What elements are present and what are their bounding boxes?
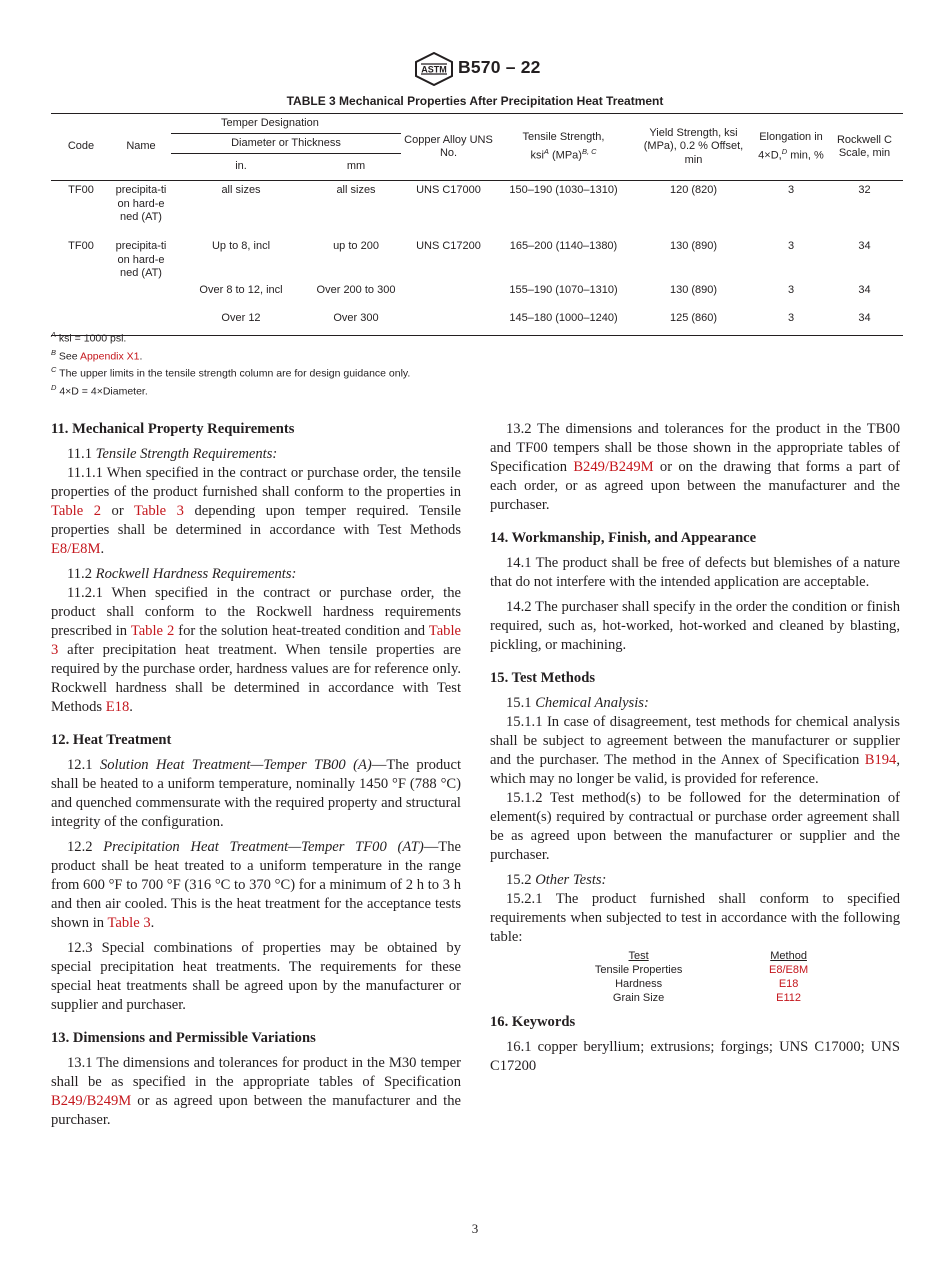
cell-code: TF00 <box>68 184 94 196</box>
col-header-mm: mm <box>311 154 401 181</box>
cell-name: precipita-tion hard-ened (AT) <box>115 184 167 223</box>
table-row <box>535 963 835 977</box>
method-link[interactable]: E112 <box>776 992 802 1004</box>
cell-code: TF00 <box>68 240 94 252</box>
b249-link[interactable]: B249/B249M <box>51 1093 132 1109</box>
cell-in: Over 12 <box>171 309 311 336</box>
para-13-1: 13.1 The dimensions and tolerances for product in the M30 temper shall be as specified in the appropriate tables of Specification B249/B249M or as agreed upon between the manufacturer and the purchaser. <box>51 1055 461 1128</box>
para-15-2: 15.2 Other Tests: <box>506 872 607 888</box>
table-row <box>535 977 835 991</box>
elongation-header-rest: min, % <box>787 149 824 162</box>
col-header-tensile <box>496 114 631 181</box>
elongation-footnote-d: D <box>781 146 788 156</box>
cell-yield: 130 (890) <box>669 240 718 252</box>
test-name: Grain Size <box>612 992 665 1004</box>
cell-elongation: 3 <box>787 240 795 252</box>
section-14-heading: 14. Workmanship, Finish, and Appearance <box>490 530 757 546</box>
standard-designation: B570 – 22 <box>458 57 541 77</box>
cell-yield: 120 (820) <box>669 184 718 196</box>
elongation-header-4xd: 4×D, <box>758 149 782 162</box>
para-11-2-1: 11.2.1 When specified in the contract or purchase order, the product shall conform to the Rockwell hardness requirements prescribed in Table 2 for the solution heat-treated condition and Table 3 after precipitation heat treatment. When tensile properties are required by the purchase order, hardness values are for reference only. Rockwell hardness shall be determined in accordance with Test Methods E18. <box>51 585 461 715</box>
test-name: Tensile Properties <box>594 964 683 976</box>
table-row <box>51 181 903 238</box>
test-name: Hardness <box>615 978 663 990</box>
col-header-temper-designation: Temper Designation <box>171 114 401 134</box>
b249-link[interactable]: B249/B249M <box>573 459 654 475</box>
cell-alloy <box>401 309 496 336</box>
cell-elongation: 3 <box>787 184 795 196</box>
tensile-footnote-a: A <box>543 146 549 156</box>
table-row <box>51 281 903 309</box>
para-14-2: 14.2 The purchaser shall specify in the order the condition or finish required, such as, hot-worked, hot-worked and cleaned by blasting, pickling, or machining. <box>490 599 900 653</box>
cell-yield: 130 (890) <box>669 283 718 296</box>
col-header-in: in. <box>171 154 311 181</box>
logo-text: ASTM <box>421 64 447 75</box>
cell-rockwell: 34 <box>858 240 871 252</box>
col-header-copper-alloy: Copper Alloy UNS No. <box>404 133 493 159</box>
appendix-x1-link[interactable]: Appendix X1 <box>79 350 140 362</box>
section-11-heading: 11. Mechanical Property Requirements <box>51 421 295 437</box>
tensile-header-mpa: (MPa) <box>548 149 582 162</box>
section-13-heading: 13. Dimensions and Permissible Variations <box>51 1030 316 1046</box>
cell-in: Over 8 to 12, incl <box>199 283 283 296</box>
cell-elongation: 3 <box>787 283 795 296</box>
table-title: TABLE 3 Mechanical Properties After Precipitation Heat Treatment <box>286 94 664 108</box>
mechanical-properties-table <box>51 113 903 336</box>
col-header-elongation <box>756 114 826 181</box>
para-11-2: 11.2 Rockwell Hardness Requirements: <box>67 566 297 582</box>
cell-rockwell: 34 <box>858 283 871 296</box>
section-16-heading: 16. Keywords <box>490 1014 576 1030</box>
para-11-1: 11.1 Tensile Strength Requirements: <box>67 446 278 462</box>
table-3-link[interactable]: Table 3 <box>51 623 461 658</box>
table-footnotes <box>51 328 410 398</box>
table-row <box>51 237 903 281</box>
para-12-2: 12.2 Precipitation Heat Treatment—Temper TF00 (AT)—The product shall be heat treated to a uniform temperature in the range from 600 °F to 700 °F (316 °C to 370 °C) for a minimum of 2 h to 3 h and then air cooled. This is the heat treatment for the acceptance tests shown in Table 3. <box>51 839 461 931</box>
test-methods-table <box>535 949 835 1005</box>
astm-logo-icon <box>414 52 454 86</box>
para-12-3: 12.3 Special combinations of properties may be obtained by special precipitation heat treatments. The requirements for these special heat treatments shall be agreed upon by the manufacturer or supplier and purchaser. <box>51 940 461 1013</box>
cell-rockwell: 32 <box>858 184 871 196</box>
col-header-yield: Yield Strength, ksi (MPa), 0.2 % Offset, min <box>643 126 744 166</box>
elongation-header-line1: Elongation in <box>759 131 823 144</box>
cell-alloy: UNS C17200 <box>416 240 481 252</box>
b194-link[interactable]: B194 <box>864 752 897 768</box>
tensile-footnote-bc: B, C <box>581 146 597 156</box>
cell-name: precipita-tion hard-ened (AT) <box>115 240 167 279</box>
left-column <box>51 420 461 1136</box>
cell-code <box>51 281 111 309</box>
method-link[interactable]: E18 <box>778 978 799 990</box>
para-16-1: 16.1 copper beryllium; extrusions; forgings; UNS C17000; UNS C17200 <box>490 1039 900 1074</box>
footnote-b: $^B$ See Appendix X1. <box>51 347 143 362</box>
cell-elongation: 3 <box>756 309 826 336</box>
cell-tensile: 165–200 (1140–1380) <box>509 240 618 252</box>
para-15-1-2: 15.1.2 Test method(s) to be followed for the determination of element(s) required by contractual or purchase order agreement shall be as agreed upon between the manufacturer or supplier and the purchaser. <box>490 790 900 863</box>
cell-tensile: 155–190 (1070–1310) <box>509 283 618 296</box>
cell-in: Up to 8, incl <box>211 240 271 252</box>
page-number: 3 <box>471 1221 479 1236</box>
cell-mm: Over 200 to 300 <box>316 283 396 296</box>
test-column-header: Test <box>628 950 649 962</box>
cell-yield: 125 (860) <box>631 309 756 336</box>
para-13-2: 13.2 The dimensions and tolerances for the product in the TB00 and TF00 tempers shall be those shown in the appropriate tables of Specification B249/B249M or on the drawing that forms a part of each order, or as agreed upon between the manufacturer and the purchaser. <box>490 421 900 513</box>
table-row <box>535 991 835 1005</box>
tensile-header-line1: Tensile Strength, <box>522 131 605 144</box>
method-link[interactable]: E8/E8M <box>769 964 809 976</box>
e8-e8m-link[interactable]: E8/E8M <box>51 541 101 557</box>
table-3-link[interactable]: Table 3 <box>107 915 151 931</box>
tensile-header-ksi: ksi <box>530 149 544 162</box>
cell-alloy: UNS C17000 <box>416 184 481 196</box>
para-15-1: 15.1 Chemical Analysis: <box>506 695 649 711</box>
footnote-a: $^A$ ksi = 1000 psi. <box>51 330 127 345</box>
section-15-heading: 15. Test Methods <box>490 670 596 686</box>
cell-tensile: 145–180 (1000–1240) <box>496 309 631 336</box>
cell-rockwell: 34 <box>826 309 903 336</box>
section-12-heading: 12. Heat Treatment <box>51 732 172 748</box>
para-15-2-1: 15.2.1 The product furnished shall conform to specified requirements when subjected to test in accordance with the following table: <box>490 891 900 945</box>
cell-mm: up to 200 <box>333 240 379 252</box>
cell-alloy <box>401 281 496 309</box>
para-11-1-1: 11.1.1 When specified in the contract or purchase order, the tensile properties of the product furnished shall conform to the properties in Table 2 or Table 3 depending upon temper required. Tensile properties shall be determined in accordance with Test Methods E8/E8M. <box>51 465 461 557</box>
para-15-1-1: 15.1.1 In case of disagreement, test methods for chemical analysis shall be subject to agreement between the manufacturer or supplier and the purchaser. The method in the Annex of Specification B194, which may no longer be valid, is provided for reference. <box>490 714 900 787</box>
para-14-1: 14.1 The product shall be free of defects but blemishes of a nature that do not interfere with the intended application are acceptable. <box>490 555 900 590</box>
col-header-name: Name <box>111 114 171 181</box>
footnote-c: $^C$ The upper limits in the tensile strength column are for design guidance only. <box>51 365 411 380</box>
table-2-link[interactable]: Table 2 <box>130 623 175 639</box>
cell-name <box>111 281 171 309</box>
para-12-1: 12.1 Solution Heat Treatment—Temper TB00 (A)—The product shall be heated to a uniform temperature, nominally 1450 °F (788 °C) and quenched commensurate with the required property and structural integrity of the configuration. <box>51 757 462 830</box>
page-header <box>0 52 950 86</box>
table-2-link[interactable]: Table 2 <box>51 503 102 519</box>
e18-link[interactable]: E18 <box>105 699 130 715</box>
right-column <box>490 420 900 1082</box>
cell-in: all sizes <box>221 184 261 196</box>
cell-mm: all sizes <box>336 184 376 196</box>
method-column-header: Method <box>770 950 807 962</box>
col-header-rockwell: Rockwell C Scale, min <box>836 133 892 159</box>
cell-mm: Over 300 <box>311 309 401 336</box>
cell-tensile: 150–190 (1030–1310) <box>509 184 618 196</box>
table-3-link[interactable]: Table 3 <box>133 503 184 519</box>
footnote-d: $^D$ 4×D = 4×Diameter. <box>51 382 148 397</box>
col-header-diameter: Diameter or Thickness <box>171 134 401 154</box>
col-header-code: Code <box>51 114 111 181</box>
